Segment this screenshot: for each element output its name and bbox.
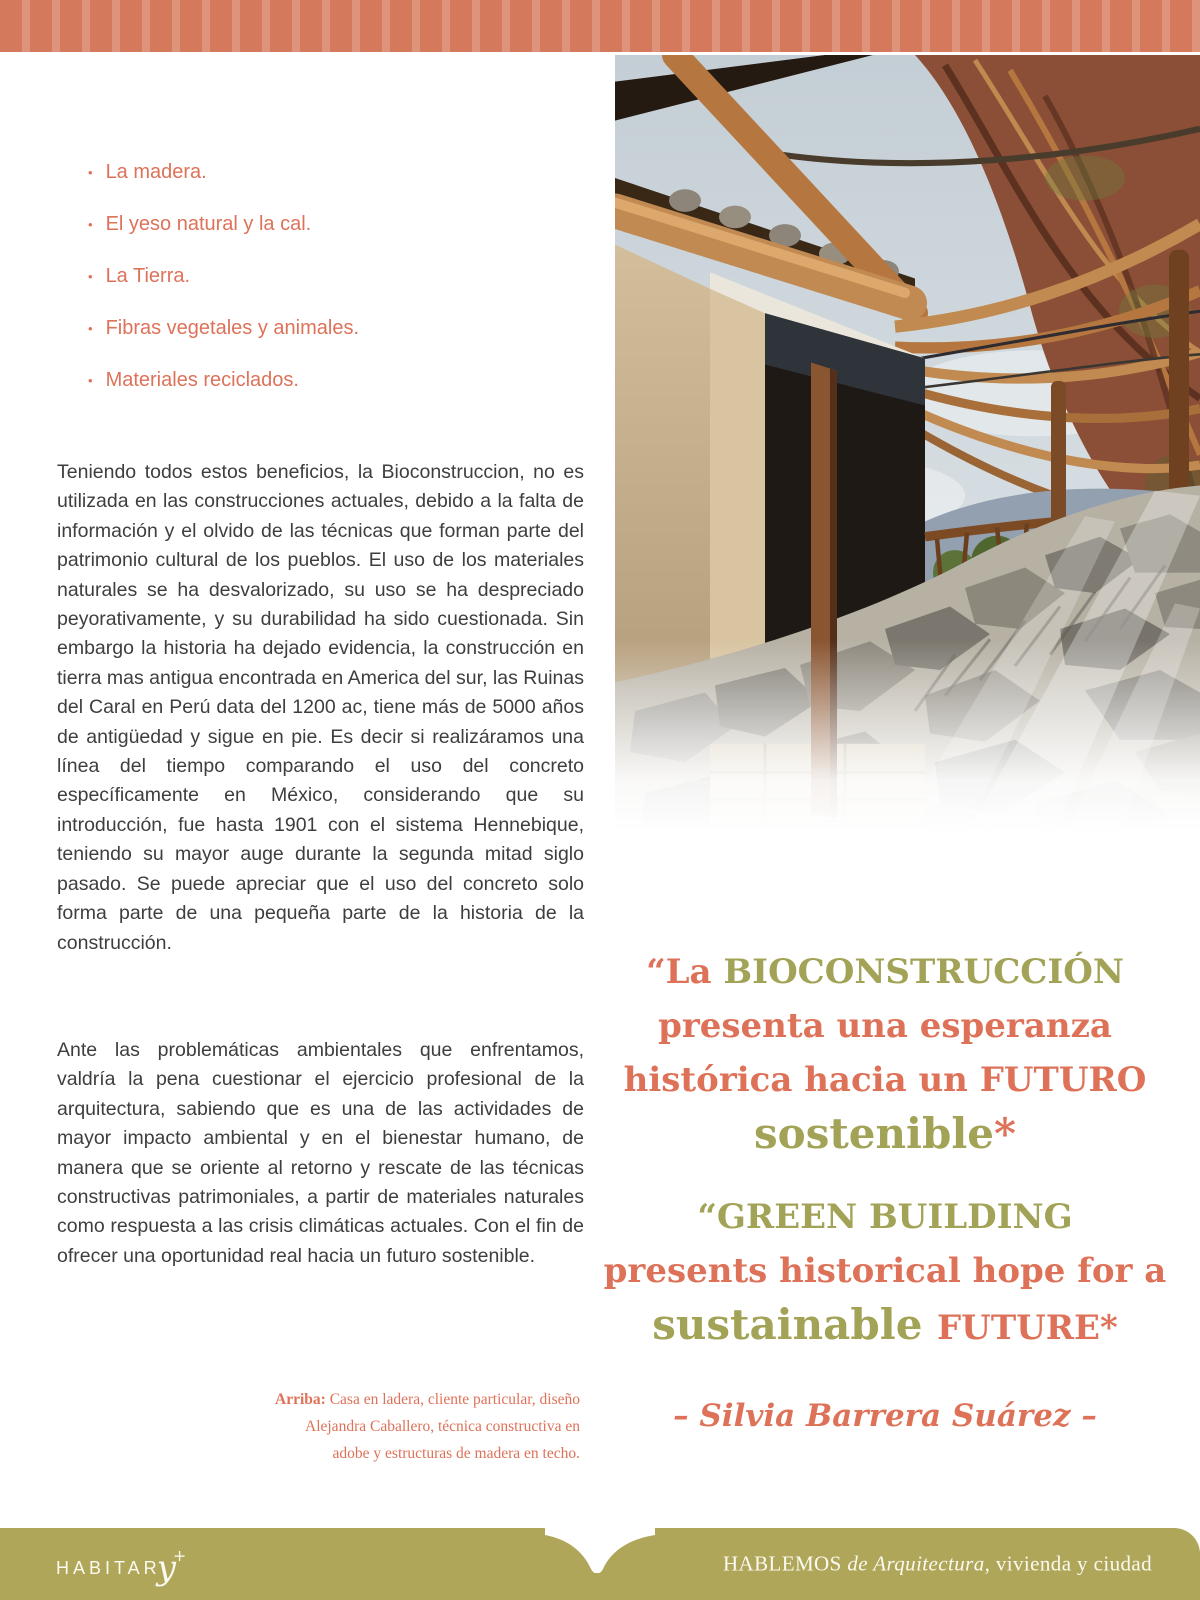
body-paragraph-2: Ante las problemáticas ambientales que enfrentamos, valdría la pena cuestionar el ejercicio profesional de la arquitectura, sabiendo que es una de las actividades de mayor impacto ambiental y en el bienestar humano, de manera que se oriente al retorno y rescate de las técnicas constructivas patrimoniales, a partir de materiales naturales como respuesta a las crisis climáticas actuales. Con el fin de ofrecer una oportunidad real hacia un futuro sostenible. <box>57 1039 584 1267</box>
caption-line: Alejandra Caballero, técnica constructiva en <box>305 1418 580 1435</box>
bullet-icon: • <box>88 321 93 336</box>
logo-flourish <box>156 1545 190 1588</box>
quote-line <box>600 1107 1170 1164</box>
material-item-label: El yeso natural y la cal. <box>105 213 312 235</box>
quote-line <box>600 999 1170 1053</box>
quote-segment: “GREEN BUILDING <box>697 1197 1073 1237</box>
quote-segment: * <box>994 1109 1016 1158</box>
quote-segment: presents historical hope for a <box>603 1251 1167 1291</box>
tagline-segment: Arquitectura, <box>873 1551 991 1576</box>
quote-line <box>600 1244 1170 1298</box>
quote-segment: sustainable <box>652 1300 938 1349</box>
bullet-icon: • <box>88 373 93 388</box>
quote-spanish <box>600 945 1170 1164</box>
footer-band <box>0 1528 1200 1600</box>
house-photo <box>615 55 1200 875</box>
quote-segment: sostenible <box>754 1109 994 1158</box>
material-item <box>88 314 359 344</box>
bullet-icon: • <box>88 165 93 180</box>
material-item <box>88 262 359 292</box>
tagline-segment: vivienda y ciudad <box>990 1551 1152 1576</box>
material-item-label: La madera. <box>105 161 207 183</box>
habitar-logo <box>56 1543 193 1588</box>
logo-plus-icon: + <box>172 1545 187 1565</box>
quote-segment: “La <box>646 952 724 992</box>
quote-line <box>600 1053 1170 1107</box>
tagline-segment: de <box>841 1551 874 1576</box>
tagline-segment: HABLEMOS <box>722 1551 842 1576</box>
quote-segment: FUTURE* <box>937 1308 1118 1348</box>
logo-flourish-glyph: y <box>156 1548 176 1588</box>
caption-line: adobe y estructuras de madera en techo. <box>332 1445 580 1462</box>
photo-caption <box>220 1386 580 1467</box>
quote-line <box>600 1190 1170 1244</box>
materials-list <box>88 158 359 418</box>
top-stripe-band <box>0 0 1200 52</box>
footer-page-notch <box>545 1527 655 1573</box>
photo-fade <box>615 640 1200 875</box>
material-item <box>88 158 359 188</box>
quote-segment: histórica hacia un FUTURO <box>623 1060 1147 1100</box>
material-item-label: Fibras vegetales y animales. <box>105 317 360 339</box>
quote-line <box>600 1298 1170 1355</box>
footer-tagline <box>723 1552 1152 1577</box>
material-item <box>88 366 359 396</box>
material-item <box>88 210 359 240</box>
body-paragraph-1: Teniendo todos estos beneficios, la Bioconstruccion, no es utilizada en las construcciones actuales, debido a la falta de información y el olvido de las técnicas que forman parte del patrimonio cultural de los pueblos. El uso de los materiales naturales se ha desvalorizado, su uso se ha despreciado peyorativamente, y su durabilidad ha sido cuestionada. Sin embargo la historia ha dejado evidencia, la construcción en tierra mas antigua encontrada en America del sur, las Ruinas del Caral en Perú data del 1200 ac, tiene más de 5000 años de antigüedad y sigue en pie. Es decir si realizáramos una línea del tiempo comparando el uso del concreto específicamente en México, considerando que su introducción, fue hasta 1901 con el sistema Hennebique, teniendo su mayor auge durante la segunda mitad siglo pasado. Se puede apreciar que el uso del concreto solo forma parte de una pequeña parte de la historia de la construcción. <box>57 461 584 954</box>
quote-segment: BIOCONSTRUCCIÓN <box>723 952 1124 992</box>
logo-wordmark: habitar <box>56 1550 161 1580</box>
bullet-icon: • <box>88 269 93 284</box>
bullet-icon: • <box>88 217 93 232</box>
material-item-label: La Tierra. <box>105 265 191 287</box>
quote-attribution: – Silvia Barrera Suárez – <box>673 1398 1097 1434</box>
caption-line: Arriba: Casa en ladera, cliente particular, diseño <box>275 1391 580 1408</box>
quote-english <box>600 1190 1170 1355</box>
material-item-label: Materiales reciclados. <box>105 369 299 391</box>
quote-segment: presenta una esperanza <box>658 1006 1112 1046</box>
quote-line <box>600 945 1170 999</box>
